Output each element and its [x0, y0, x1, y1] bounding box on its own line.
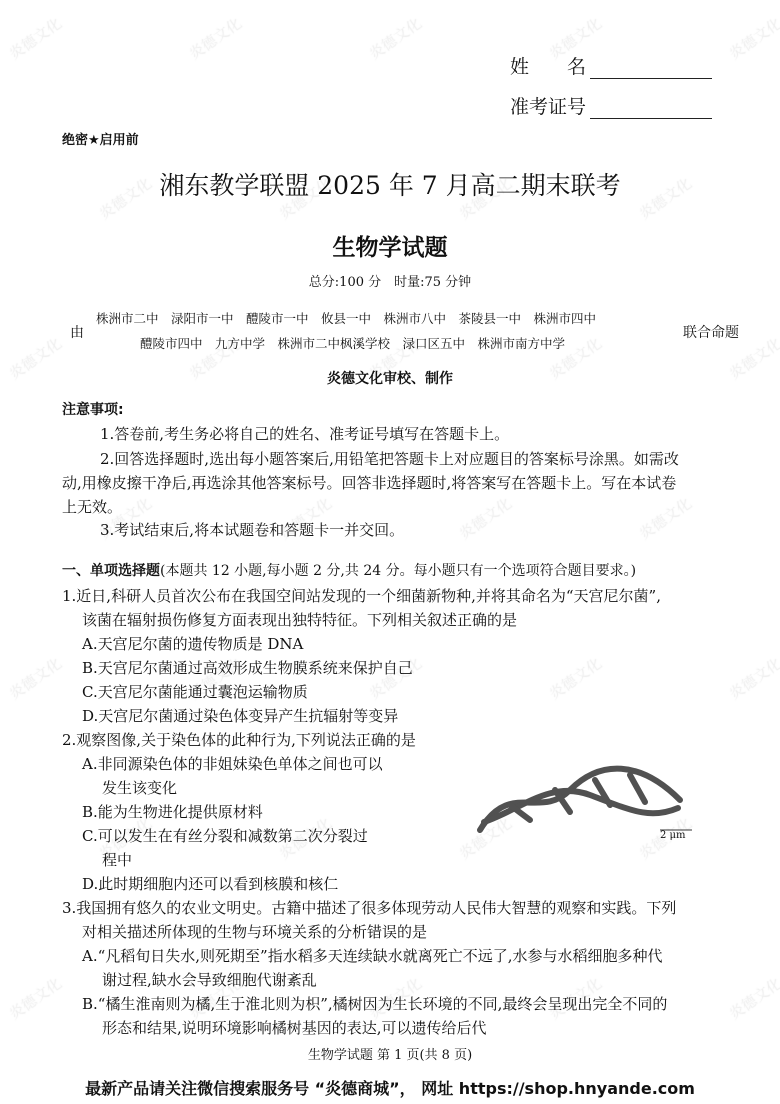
note-line: 1.答卷前,考生务必将自己的姓名、准考证号填写在答题卡上。: [100, 425, 510, 443]
q1-stem: 该菌在辐射损伤修复方面表现出独特特征。下列相关叙述正确的是: [82, 611, 518, 629]
exam-title: 湘东教学联盟 2025 年 7 月高二期末联考: [159, 171, 621, 200]
schools-prefix: 由: [70, 325, 84, 341]
schools-row-1: 株洲市二中 渌阳市一中 醴陵市一中 攸县一中 株洲市八中 茶陵县一中 株洲市四中: [96, 311, 597, 326]
q2-option-c: C.可以发生在有丝分裂和减数第二次分裂过: [82, 827, 368, 845]
id-label: 准考证号: [510, 96, 587, 118]
q2-option-b: B.能为生物进化提供原材料: [82, 803, 263, 821]
q1-stem: 1.近日,科研人员首次公布在我国空间站发现的一个细菌新物种,并将其命名为“天宫尼尔菌”,: [62, 587, 661, 605]
q1-option-b: B.天宫尼尔菌通过高效形成生物膜系统来保护自己: [82, 659, 413, 677]
q3-option-b-cont: 形态和结果,说明环境影响橘树基因的表达,可以遗传给后代: [102, 1019, 487, 1037]
ad-banner: 最新产品请关注微信搜索服务号 “炎德商城”， 网址 https://shop.hnyande.com: [85, 1079, 695, 1098]
secret-label: 绝密★启用前: [62, 133, 139, 148]
q1-option-a: A.天宫尼尔菌的遗传物质是 DNA: [82, 635, 304, 653]
section-heading: 一、单项选择题(本题共 12 小题,每小题 2 分,共 24 分。每小题只有一个选项符合题目要求。): [62, 563, 637, 579]
note-line: 2.回答选择题时,选出每小题答案后,用铅笔把答题卡上对应题目的答案标号涂黑。如需改: [100, 450, 679, 468]
id-field[interactable]: [510, 92, 712, 119]
q1-option-d: D.天宫尼尔菌通过染色体变异产生抗辐射等变异: [82, 707, 399, 725]
name-field[interactable]: [510, 52, 712, 79]
schools-row-2: 醴陵市四中 九方中学 株洲市二中枫溪学校 渌口区五中 株洲市南方中学: [140, 336, 566, 351]
q3-option-a: A.“凡稻旬日失水,则死期至”指水稻多天连续缺水就离死亡不远了,水参与水稻细胞多种代: [82, 947, 663, 965]
q2-option-d: D.此时期细胞内还可以看到核膜和核仁: [82, 875, 339, 893]
notes-heading: 注意事项:: [62, 402, 124, 418]
q1-option-c: C.天宫尼尔菌能通过囊泡运输物质: [82, 683, 308, 701]
q3-option-b: B.“橘生淮南则为橘,生于淮北则为枳”,橘树因为生长环境的不同,最终会呈现出完全不同的: [82, 995, 668, 1013]
name-label: 姓 名: [510, 56, 587, 78]
note-line: 动,用橡皮擦干净后,再选涂其他答案标号。回答非选择题时,将答案写在答题卡上。写在本试卷: [62, 474, 677, 492]
producer: 炎德文化审校、制作: [327, 371, 453, 387]
schools-suffix: 联合命题: [683, 325, 739, 341]
page-footer: 生物学试题 第 1 页(共 8 页): [307, 1048, 473, 1063]
q2-stem: 2.观察图像,关于染色体的此种行为,下列说法正确的是: [62, 731, 416, 749]
q3-stem: 3.我国拥有悠久的农业文明史。古籍中描述了很多体现劳动人民伟大智慧的观察和实践。下列: [62, 899, 677, 917]
q2-option-a-cont: 发生该变化: [102, 779, 178, 797]
scale-bar-label: 2 μm: [660, 830, 686, 841]
q3-option-a-cont: 谢过程,缺水会导致细胞代谢紊乱: [102, 971, 317, 989]
q2-option-c-cont: 程中: [102, 851, 133, 869]
subject-title: 生物学试题: [332, 235, 448, 261]
q2-option-a: A.非同源染色体的非姐妹染色单体之间也可以: [82, 755, 383, 773]
q3-stem: 对相关描述所体现的生物与环境关系的分析错误的是: [82, 923, 428, 941]
score-time: 总分:100 分 时量:75 分钟: [308, 275, 472, 290]
note-line: 3.考试结束后,将本试题卷和答题卡一并交回。: [100, 521, 405, 539]
note-line: 上无效。: [62, 498, 123, 516]
